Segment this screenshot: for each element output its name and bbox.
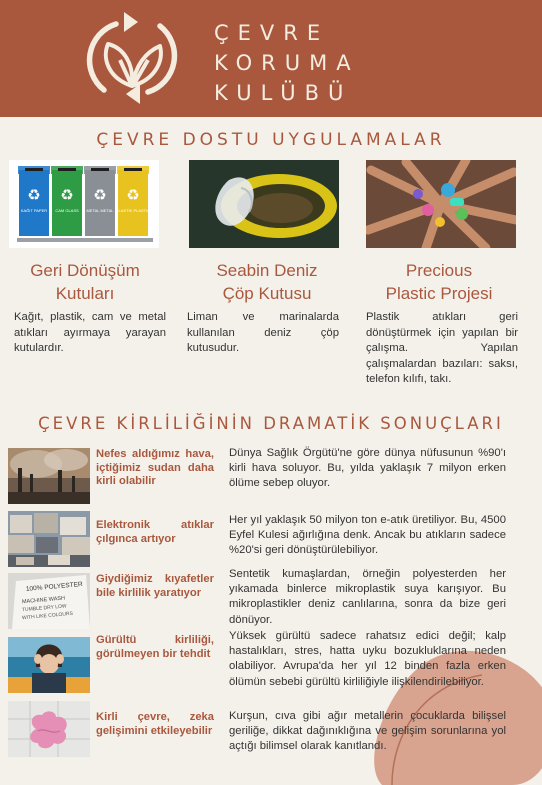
recycle-icon: ♻ [93,186,107,204]
recycle-icon: ♻ [126,186,140,204]
recycle-leaf-icon [86,8,178,108]
club-title-line-3: KULÜBÜ [214,81,353,105]
svg-text:TUMBLE DRY LOW: TUMBLE DRY LOW [21,603,67,614]
row-title-brain: Kirli çevre, zeka gelişimini etkileyebilir [96,711,214,737]
recycling-bins-image [9,160,159,248]
svg-text:100% POLYESTER: 100% POLYESTER [25,580,84,593]
recycle-icon: ♻ [60,186,74,204]
puzzle-brain-image [8,701,90,757]
recycling-bin [18,166,50,236]
noise-pollution-image [8,637,90,693]
air-pollution-image [8,448,90,504]
practices-section-title: ÇEVRE DOSTU UYGULAMALAR [96,130,446,150]
recycling-bin [84,166,116,236]
card-desc-seabin: Liman ve marinalarda kullanılan deniz çöp kutusudur. [187,311,339,354]
card-title-precious-plastic: Precious Plastic Projesi [385,261,493,303]
bin-label: KAĞIT PAPER [20,208,48,213]
row-desc-clothing: Sentetik kumaşlardan, örneğin polyesterden her yıkamada binlerce mikroplastik suya karışıyor. Bu mikroplastikler deniz canlılarına, sonra da bize geri dönüyor. [229,568,506,626]
bin-label: METAL METAL [86,208,114,213]
club-title-line-2: KORUMA [214,51,360,75]
recycle-icon: ♻ [27,186,41,204]
precious-plastic-image [366,160,516,248]
seabin-image [189,160,339,248]
row-desc-brain: Kurşun, cıva gibi ağır metallerin çocuklarda bilişsel geriliğe, dikkat dağınıklığına ve gelişim sorunlarına yol açtığı bilimsel olarak kanıtlandı. [229,710,506,753]
e-waste-image [8,511,90,567]
card-desc-recycling: Kağıt, plastik, cam ve metal atıkları ayırmaya yarayan kutulardır. [14,311,166,354]
bin-label: CAM GLASS [55,208,79,213]
recycling-bin [51,166,83,236]
header-banner [0,0,542,117]
club-title-line-1: ÇEVRE [214,21,330,45]
row-title-clothing: Giydiğimiz kıyafetler bile kirlilik yaratıyor [96,573,214,599]
row-desc-air: Dünya Sağlık Örgütü'ne göre dünya nüfusunun %90'ı kirli hava soluyor. Bu, yılda yaklaşık 7 milyon erken ölüme sebep oluyor. [229,447,506,490]
row-title-noise: Gürültü kirliliği, görülmeyen bir tehdit [96,634,214,660]
recycling-bin [116,166,150,236]
row-title-ewaste: Elektronik atıklar çılgınca artıyor [96,519,214,545]
card-title-recycling: Geri Dönüşüm Kutuları [30,261,140,303]
svg-text:MACHINE WASH: MACHINE WASH [21,595,66,606]
consequences-section-title: ÇEVRE KİRLİLİĞİNİN DRAMATİK SONUÇLARI [38,414,504,433]
row-desc-ewaste: Her yıl yaklaşık 50 milyon ton e-atık üretiliyor. Bu, 4500 Eyfel Kulesi ağırlığına denk. Ancak bu atıkların sadece %20'si geri dönüştürülebiliyor. [229,514,506,557]
card-desc-precious-plastic: Plastik atıkları geri dönüştürmek için yapılan bir çalışma. Yapılan çalışmalardan bazıları: saksı, telefon kılıfı, takı. [366,311,518,385]
bin-label: PLASTİK PLASTIC [115,208,151,213]
clothing-label-image [8,573,90,629]
club-title [214,18,360,108]
row-title-air: Nefes aldığımız hava, içtiğimiz sudan daha kirli olabilir [96,448,214,487]
row-desc-noise: Yüksek gürültü sadece rahatsız edici değil; kalp hastalıkları, stres, hatta uyku bozukluklarına neden olabiliyor. Avrupa'da her yıl 12 binden fazla erken ölümün sebebi gürültü kirliliğiyle ilişkilendirilebiliyor. [229,630,506,688]
svg-text:WITH LIKE COLOURS: WITH LIKE COLOURS [21,610,74,622]
card-title-seabin: Seabin Deniz Çöp Kutusu [216,261,318,303]
